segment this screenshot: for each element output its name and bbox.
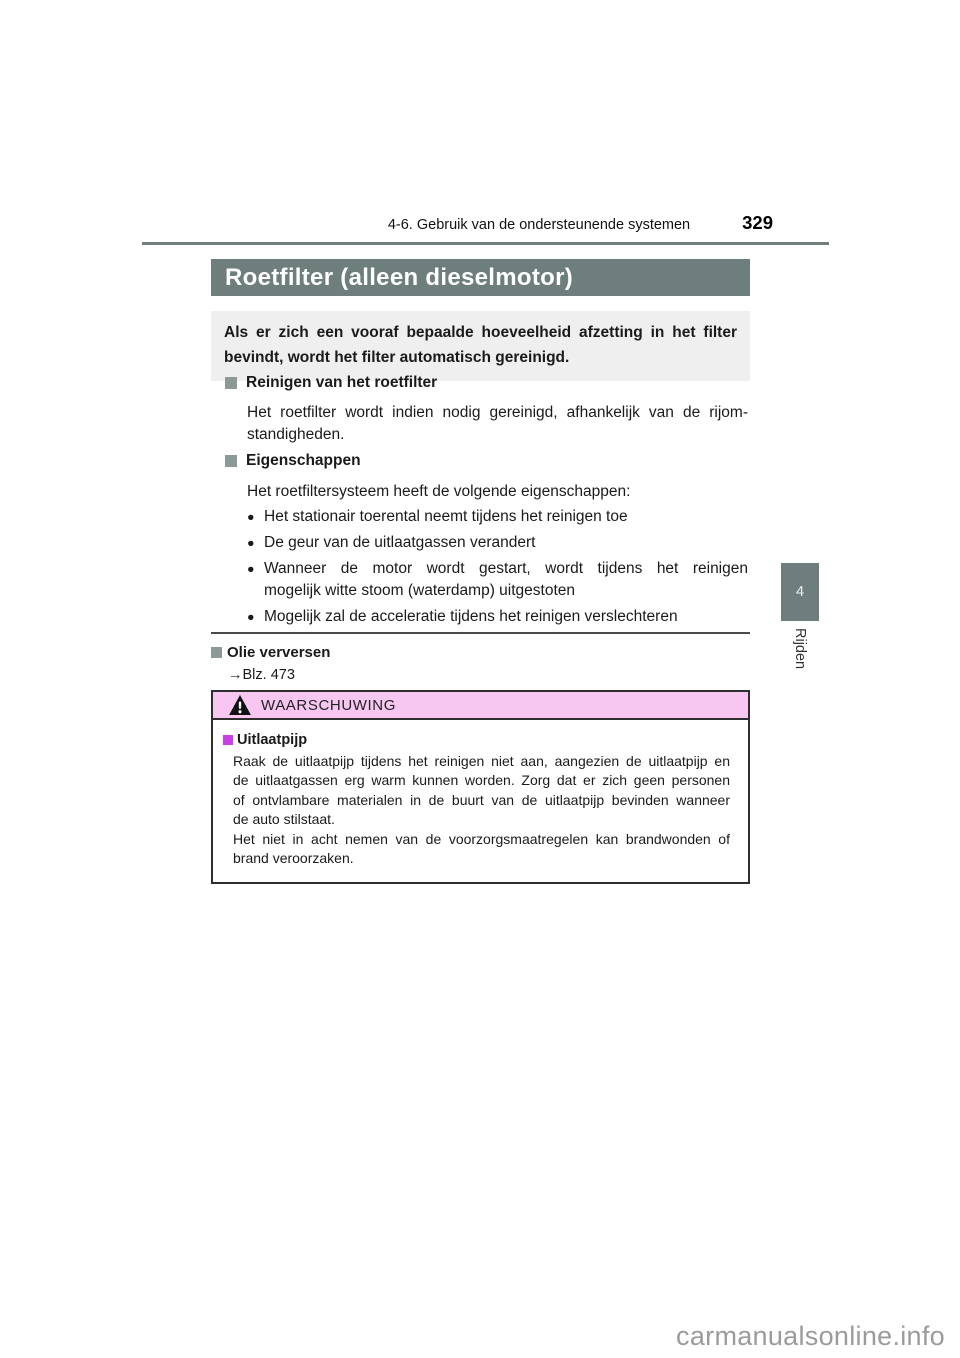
chapter-label: Rijden [792, 628, 808, 670]
warning-subheading [223, 732, 738, 748]
list-item [247, 532, 748, 554]
page-title-bar [211, 259, 750, 296]
warning-line: Raak de uitlaatpijp tijdens het reinigen niet aan, aangezien de uitlaatpijp en [233, 753, 730, 769]
list-item [247, 606, 748, 628]
bullet-icon: ● [247, 562, 255, 576]
bullet-icon: ● [247, 510, 255, 524]
list-item-line: Wanneer de motor wordt gestart, wordt tijdens het reinigen [264, 560, 748, 577]
warning-title: WAARSCHUWING [261, 696, 396, 714]
paragraph-line: Het roetfiltersysteem heeft de volgende eigenschappen: [247, 483, 631, 500]
page-header [142, 212, 829, 234]
section-heading-eigenschappen [225, 452, 750, 470]
watermark: carmanualsonline.info [676, 1321, 945, 1351]
warning-marker-icon [223, 735, 233, 745]
warning-body [213, 720, 748, 868]
warning-text [233, 752, 730, 868]
warning-line: brand veroorzaken. [233, 850, 354, 867]
bullet-icon: ● [247, 610, 255, 624]
section-paragraph [247, 481, 748, 503]
section-paragraph [247, 402, 748, 446]
section-heading-reinigen [225, 374, 750, 392]
list-item [247, 558, 748, 602]
list-item [247, 506, 748, 528]
page-reference: →Blz. 473 [228, 667, 295, 683]
paragraph-line: Het roetfilter wordt indien nodig gereinigd, afhankelijk van de rijom- [247, 404, 748, 421]
bullet-icon: ● [247, 536, 255, 550]
chapter-tab-label [781, 628, 819, 680]
section-marker-icon [225, 455, 237, 467]
section-heading-label: Eigenschappen [246, 452, 361, 469]
warning-triangle-icon [229, 695, 251, 715]
list-item-line: mogelijk witte stoom (waterdamp) uitgestoten [264, 582, 575, 599]
list-item-text [264, 558, 748, 602]
section-marker-icon [225, 377, 237, 389]
warning-line: Het niet in acht nemen van de voorzorgsmaatregelen kan brandwonden of [233, 830, 730, 847]
intro-box [211, 311, 750, 381]
intro-line: Als er zich een vooraf bepaalde hoeveelheid afzetting in het filter [224, 324, 737, 341]
list-item-text [264, 532, 748, 554]
warning-subheading-label: Uitlaatpijp [237, 732, 308, 748]
footnote-heading [211, 644, 330, 661]
feature-list [247, 506, 748, 632]
section-heading-label: Reinigen van het roetfilter [246, 374, 438, 391]
paragraph-line: standigheden. [247, 426, 345, 443]
header-section-title: 4-6. Gebruik van de ondersteunende systemen [387, 217, 691, 233]
section-divider [211, 632, 750, 634]
page-number: 329 [742, 212, 773, 233]
page-title: Roetfilter (alleen dieselmotor) [225, 263, 574, 291]
header-rule [142, 242, 829, 245]
warning-header [213, 692, 748, 720]
warning-line: of ontvlambare materialen in de buurt van de uitlaatpijp bevinden wanneer [233, 791, 730, 808]
list-item-text [264, 606, 748, 628]
list-item-line: Het stationair toerental neemt tijdens het reinigen toe [264, 508, 628, 525]
list-item-text [264, 506, 748, 528]
footnote-heading-label: Olie verversen [227, 644, 331, 661]
intro-line: bevindt, wordt het filter automatisch gereinigd. [224, 349, 570, 366]
chapter-tab [781, 563, 819, 621]
list-item-line: Mogelijk zal de acceleratie tijdens het reinigen verslechteren [264, 608, 678, 625]
warning-line: de auto stilstaat. [233, 811, 335, 828]
section-marker-icon [211, 647, 222, 658]
chapter-number: 4 [795, 584, 805, 600]
warning-box [211, 690, 750, 884]
list-item-line: De geur van de uitlaatgassen verandert [264, 534, 536, 551]
warning-line: de uitlaatgassen erg warm kunnen worden. Zorg dat er zich geen personen [233, 772, 730, 789]
